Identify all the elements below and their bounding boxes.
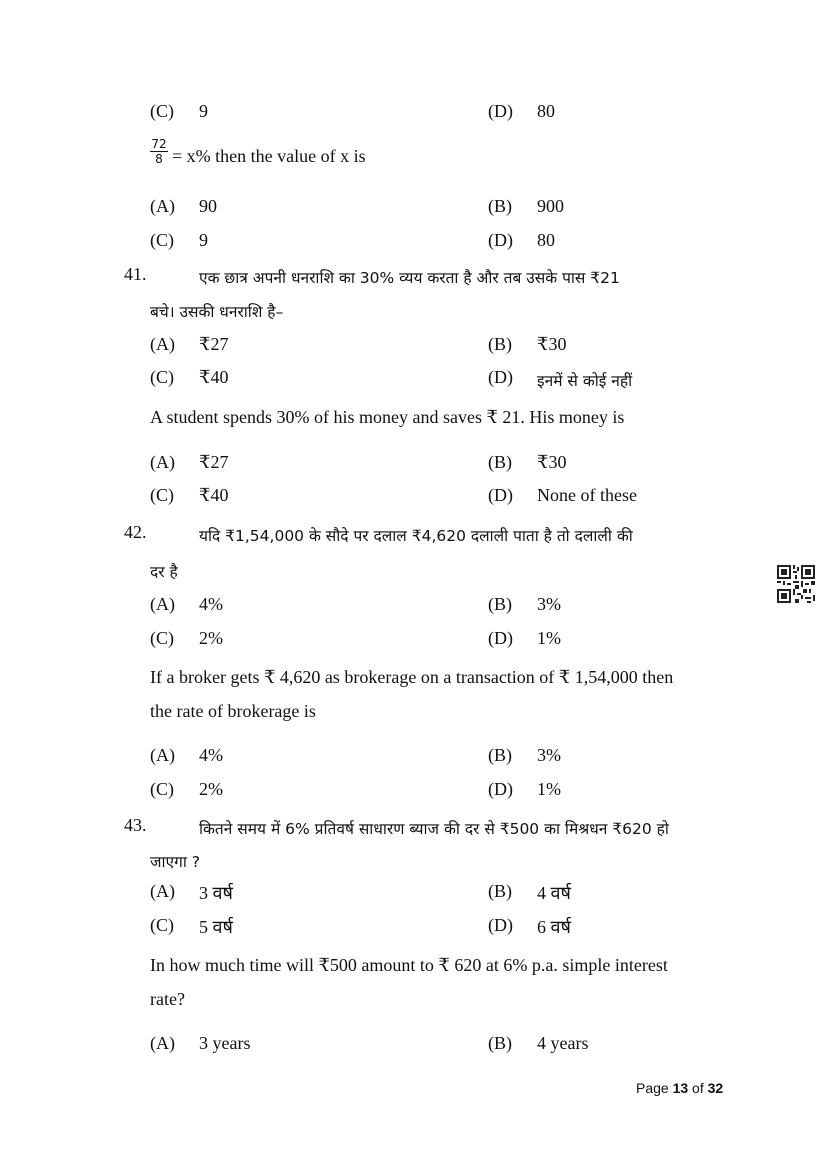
option-value: 900 xyxy=(537,196,564,216)
option-value: ₹30 xyxy=(537,334,567,354)
page-footer xyxy=(636,1080,723,1096)
option-label: (D) xyxy=(488,485,513,505)
option-value: 90 xyxy=(199,196,217,216)
option-value: 4 years xyxy=(537,1033,589,1053)
option-value: 1% xyxy=(537,628,561,648)
fraction xyxy=(150,137,168,166)
option-value: 2% xyxy=(199,628,223,648)
current-page-number: 13 xyxy=(672,1080,689,1096)
question-text-english: In how much time will ₹500 amount to ₹ 620 at 6% p.a. simple interest xyxy=(150,955,668,975)
question-number: 42. xyxy=(124,522,147,542)
option-label: (D) xyxy=(488,101,513,121)
option-value: 4 वर्ष xyxy=(537,883,571,903)
option-value: 6 वर्ष xyxy=(537,917,571,937)
option-value: 80 xyxy=(537,230,555,250)
option-value: ₹27 xyxy=(199,334,229,354)
option-value: None of these xyxy=(537,485,637,505)
option-value: 80 xyxy=(537,101,555,121)
option-value: ₹40 xyxy=(199,367,229,387)
option-label: (B) xyxy=(488,334,512,354)
option-label: (A) xyxy=(150,881,175,901)
option-label: (A) xyxy=(150,594,175,614)
option-label: (C) xyxy=(150,628,174,648)
option-label: (B) xyxy=(488,881,512,901)
question-text-hindi: कितने समय में 6% प्रतिवर्ष साधारण ब्याज की दर से ₹500 का मिश्रधन ₹620 हो xyxy=(199,820,669,838)
option-label: (A) xyxy=(150,452,175,472)
option-label: (B) xyxy=(488,594,512,614)
option-label: (C) xyxy=(150,779,174,799)
option-label: (B) xyxy=(488,1033,512,1053)
question-number: 41. xyxy=(124,264,147,284)
option-value: 4% xyxy=(199,594,223,614)
option-value: 3% xyxy=(537,745,561,765)
option-label: (D) xyxy=(488,628,513,648)
option-label: (B) xyxy=(488,452,512,472)
footer-prefix: Page xyxy=(636,1080,673,1096)
option-value: 9 xyxy=(199,230,208,250)
option-label: (A) xyxy=(150,196,175,216)
option-label: (C) xyxy=(150,101,174,121)
option-label: (A) xyxy=(150,1033,175,1053)
option-label: (C) xyxy=(150,230,174,250)
option-label: (D) xyxy=(488,779,513,799)
question-text-english: If a broker gets ₹ 4,620 as brokerage on a transaction of ₹ 1,54,000 then xyxy=(150,667,674,687)
option-value: ₹40 xyxy=(199,485,229,505)
option-value: 3 वर्ष xyxy=(199,883,233,903)
option-label: (D) xyxy=(488,230,513,250)
equation-text: = x% then the value of x is xyxy=(172,146,366,166)
option-label: (D) xyxy=(488,367,513,387)
question-text-english: A student spends 30% of his money and saves ₹ 21. His money is xyxy=(150,407,625,427)
fraction-numerator: 72 xyxy=(151,137,167,151)
qr-code-icon xyxy=(777,565,815,603)
option-label: (B) xyxy=(488,745,512,765)
option-label: (C) xyxy=(150,915,174,935)
footer-of: of xyxy=(688,1080,708,1096)
option-value: ₹30 xyxy=(537,452,567,472)
option-value: 4% xyxy=(199,745,223,765)
question-text-hindi: यदि ₹1,54,000 के सौदे पर दलाल ₹4,620 दलाली पाता है तो दलाली की xyxy=(199,527,633,545)
question-text-hindi: दर है xyxy=(150,563,178,581)
option-label: (C) xyxy=(150,367,174,387)
option-label: (A) xyxy=(150,334,175,354)
question-text-english: the rate of brokerage is xyxy=(150,701,316,721)
option-value: 1% xyxy=(537,779,561,799)
question-text-hindi: एक छात्र अपनी धनराशि का 30% व्यय करता है और तब उसके पास ₹21 xyxy=(199,269,620,287)
option-value: 2% xyxy=(199,779,223,799)
total-page-number: 32 xyxy=(707,1080,724,1096)
option-value: 5 वर्ष xyxy=(199,917,233,937)
question-text-hindi: बचे। उसकी धनराशि है– xyxy=(150,303,284,321)
option-label: (B) xyxy=(488,196,512,216)
option-value: इनमें से कोई नहीं xyxy=(537,372,633,390)
question-number: 43. xyxy=(124,815,147,835)
option-value: 3 years xyxy=(199,1033,251,1053)
option-value: ₹27 xyxy=(199,452,229,472)
option-value: 9 xyxy=(199,101,208,121)
option-label: (C) xyxy=(150,485,174,505)
option-value: 3% xyxy=(537,594,561,614)
question-text-english: rate? xyxy=(150,989,185,1009)
fraction-denominator: 8 xyxy=(155,152,163,166)
question-text-hindi: जाएगा ? xyxy=(150,853,200,871)
option-label: (D) xyxy=(488,915,513,935)
option-label: (A) xyxy=(150,745,175,765)
